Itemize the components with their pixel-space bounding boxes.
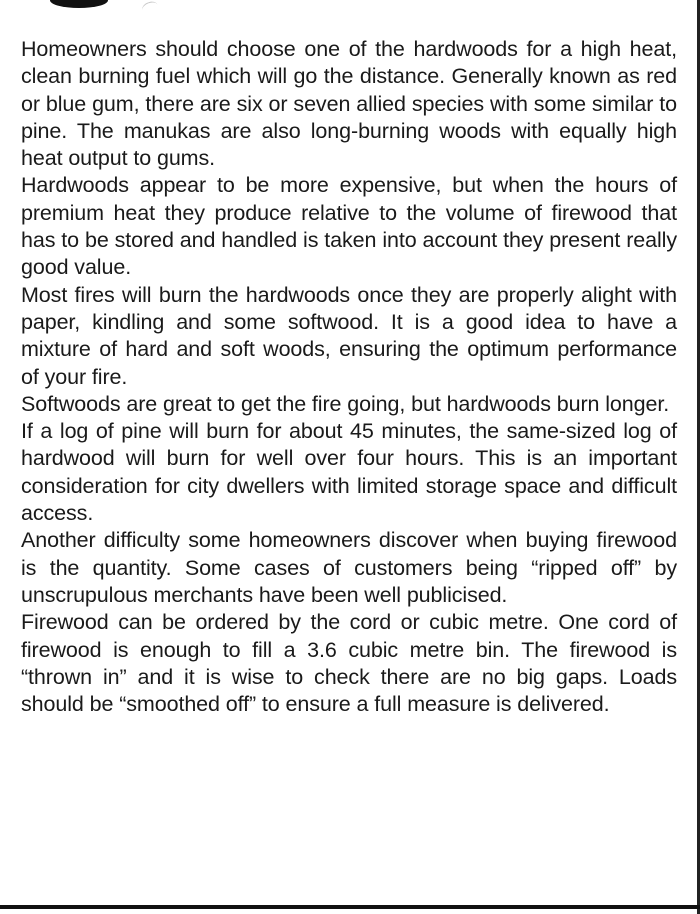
paragraph-hardwood-choice: Homeowners should choose one of the hardwoods for a high heat, clean burning fuel which will go the distance. Generally known as red or blue gum, there are six or seven allied species with some similar to pine. The manukas are also long-burning woods with equally high heat output to gums. (21, 37, 677, 171)
bottom-rule (0, 905, 700, 909)
top-ink-mark (50, 0, 108, 8)
paragraph-hardwood-value: Hardwoods appear to be more expensive, but when the hours of premium heat they produce relative to the volume of firewood that has to be stored and handled is taken into account they present really good value. (21, 173, 677, 280)
paragraph-burn-duration: If a log of pine will burn for about 45 minutes, the same-sized log of hardwood will burn for well over four hours. This is an important consideration for city dwellers with limited storage space and difficult access. (21, 419, 677, 526)
faint-scan-mark (141, 0, 160, 15)
paragraph-burning-mixture: Most fires will burn the hardwoods once they are properly alight with paper, kindling and some softwood. It is a good idea to have a mixture of hard and soft woods, ensuring the optimum performance of your fire. (21, 282, 677, 389)
paragraph-softwoods: Softwoods are great to get the fire going, but hardwoods burn longer. (21, 391, 670, 416)
paragraph-ordering-measure: Firewood can be ordered by the cord or cubic metre. One cord of firewood is enough to fill a 3.6 cubic metre bin. The firewood is “thrown in” and it is wise to check there are no big gaps. Loads should be “smoothed off” to ensure a full measure is delivered. (21, 610, 677, 717)
paragraph-quantity-difficulty: Another difficulty some homeowners discover when buying firewood is the quantity. Some cases of customers being “ripped off” by unscrupulous merchants have been well publicised. (21, 528, 677, 607)
article-body (21, 36, 677, 718)
